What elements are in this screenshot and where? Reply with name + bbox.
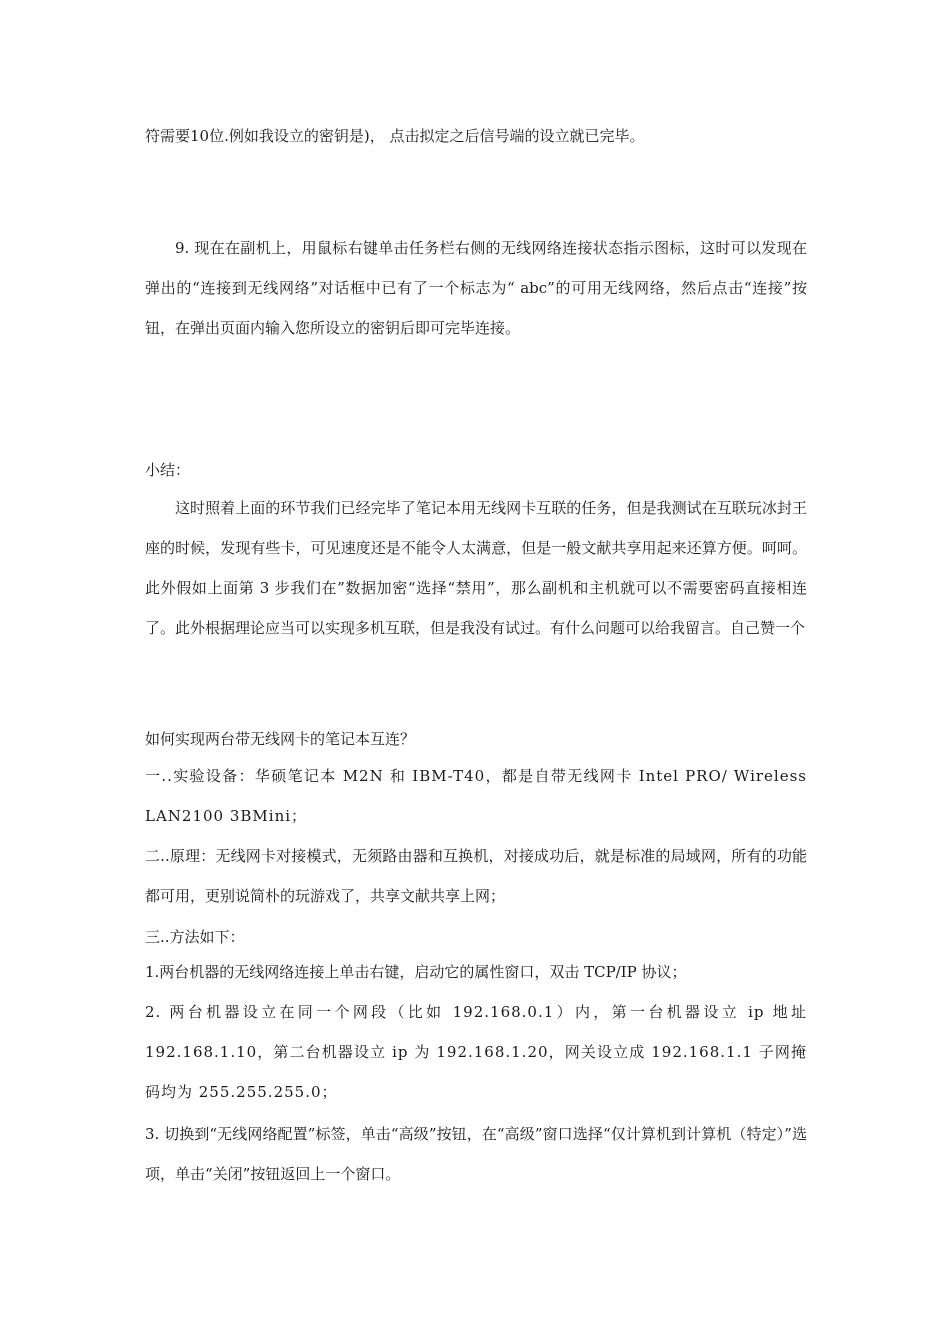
- step-3: 3. 切换到“无线网络配置”标签，单击“高级”按钮，在“高级”窗口选择“仅计算机到计算机（特定）”选项，单击“关闭”按钮返回上一个窗口。: [145, 1125, 807, 1183]
- summary-heading: 小结：: [145, 461, 191, 479]
- step-2: 2. 两台机器设立在同一个网段（比如 192.168.0.1）内，第一台机器设立 ip 地址 192.168.1.10，第二台机器设立 ip 为 192.168.1.20，网关设立成 192.168.1.1 子网掩码均为 255.255.255.0；: [145, 1003, 807, 1101]
- item-equipment: 一..实验设备：华硕笔记本 M2N 和 IBM-T40，都是自带无线网卡 Intel PRO/ Wireless LAN2100 3BMini；: [145, 767, 807, 825]
- step-1: 1.两台机器的无线网络连接上单击右键，启动它的属性窗口，双击 TCP/IP 协议；: [145, 963, 687, 981]
- item-principle: 二..原理：无线网卡对接模式，无须路由器和互换机，对接成功后，就是标准的局域网，所有的功能都可用，更别说简朴的玩游戏了，共享文献共享上网；: [145, 847, 807, 905]
- item-method: 三..方法如下：: [145, 928, 245, 946]
- paragraph-step-9: 9. 现在在副机上，用鼠标右键单击任务栏右侧的无线网络连接状态指示图标，这时可以发现在弹出的“连接到无线网络”对话框中已有了一个标志为“ abc”的可用无线网络，然后点击“连接”按钮，在弹出页面内输入您所设立的密钥后即可完毕连接。: [145, 239, 807, 337]
- summary-body: 这时照着上面的环节我们已经完毕了笔记本用无线网卡互联的任务，但是我测试在互联玩冰封王座的时候，发现有些卡，可见速度还是不能令人太满意，但是一般文献共享用起来还算方便。呵呵。此外假如上面第 3 步我们在”数据加密“选择“禁用”，那么副机和主机就可以不需要密码直接相连了。此外根据理论应当可以实现多机互联，但是我没有试过。有什么问题可以给我留言。自己赞一个: [145, 499, 807, 637]
- question-heading: 如何实现两台带无线网卡的笔记本互连？: [145, 730, 416, 748]
- paragraph-key-setup-end: 符需要10位.例如我设立的密钥是)， 点击拟定之后信号端的设立就已完毕。: [145, 127, 645, 145]
